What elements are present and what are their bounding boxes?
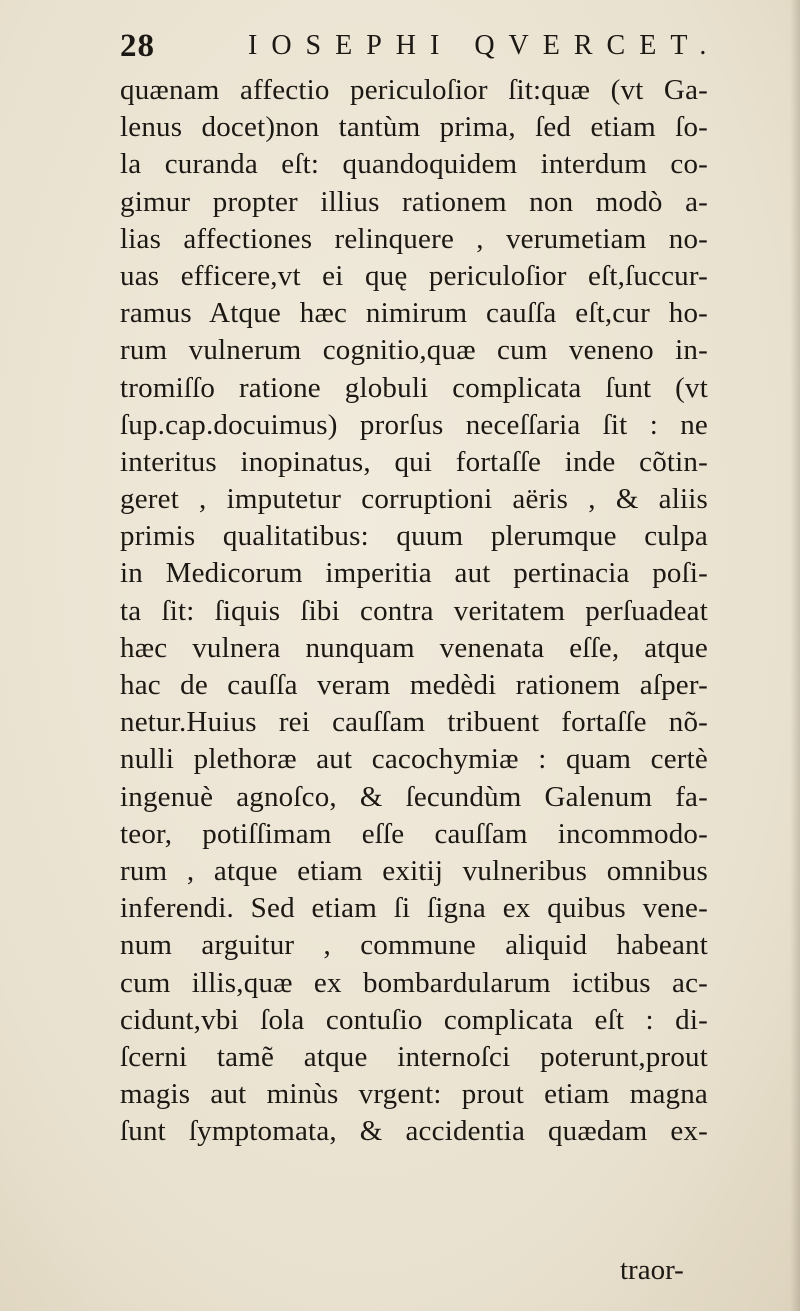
text-line: ſcerni tamẽ atque internoſci poterunt,prout bbox=[120, 1040, 708, 1073]
text-line: inferendi. Sed etiam ſi ſigna ex quibus vene- bbox=[120, 892, 708, 925]
text-line: in Medicorum imperitia aut pertinacia poſi- bbox=[120, 557, 708, 590]
text-line: la curanda eſt: quandoquidem interdum co- bbox=[120, 148, 708, 181]
running-head: IOSEPHI QVERCET. bbox=[248, 30, 721, 61]
text-line: tromiſſo ratione globuli complicata ſunt (vt bbox=[120, 371, 708, 404]
text-line: ramus Atque hæc nimirum cauſſa eſt,cur ho- bbox=[120, 297, 708, 330]
text-line: cidunt,vbi ſola contuſio complicata eſt : di- bbox=[120, 1003, 708, 1036]
text-line: hac de cauſſa veram medèdi rationem aſper- bbox=[120, 669, 708, 701]
page-number: 28 bbox=[120, 28, 155, 64]
text-line: interitus inopinatus, qui fortaſſe inde cõtin- bbox=[120, 445, 708, 478]
text-line: primis qualitatibus: quum plerumque culpa bbox=[120, 520, 708, 553]
text-line: rum vulnerum cognitio,quæ cum veneno in- bbox=[120, 334, 708, 367]
text-line: lenus docet)non tantùm prima, ſed etiam ſo- bbox=[120, 111, 708, 144]
text-line: uas efficere,vt ei quę periculoſior eſt,ſuccur- bbox=[120, 259, 708, 292]
text-line: cum illis,quæ ex bombardularum ictibus ac- bbox=[120, 966, 708, 999]
text-line: hæc vulnera nunquam venenata eſſe, atque bbox=[120, 631, 708, 664]
text-line: ſup.cap.docuimus) prorſus neceſſaria ſit : ne bbox=[120, 408, 708, 441]
text-line: gimur propter illius rationem non modò a- bbox=[120, 185, 708, 218]
page-header bbox=[120, 24, 721, 64]
text-line: magis aut minùs vrgent: prout etiam magna bbox=[120, 1078, 708, 1111]
catchword: traor- bbox=[620, 1254, 684, 1286]
text-line: quænam affectio periculoſior ſit:quæ (vt Ga- bbox=[120, 74, 708, 106]
text-line: rum , atque etiam exitij vulneribus omnibus bbox=[120, 854, 708, 887]
text-line: nulli plethoræ aut cacochymiæ : quam certè bbox=[120, 743, 708, 776]
page-edge-shadow bbox=[790, 0, 800, 1311]
text-line: teor, potiſſimam eſſe cauſſam incommodo- bbox=[120, 817, 708, 850]
text-line: netur.Huius rei cauſſam tribuent fortaſſe nõ- bbox=[120, 706, 708, 739]
text-line: ſunt ſymptomata, & accidentia quædam ex- bbox=[120, 1115, 708, 1148]
text-line: ingenuè agnoſco, & ſecundùm Galenum fa- bbox=[120, 780, 708, 813]
text-line: lias affectiones relinquere , verumetiam no- bbox=[120, 222, 708, 255]
text-line: num arguitur , commune aliquid habeant bbox=[120, 929, 708, 962]
text-line: geret , imputetur corruptioni aëris , & aliis bbox=[120, 483, 708, 516]
body-text bbox=[120, 72, 708, 1150]
text-line: ta ſit: ſiquis ſibi contra veritatem perſuadeat bbox=[120, 594, 708, 627]
